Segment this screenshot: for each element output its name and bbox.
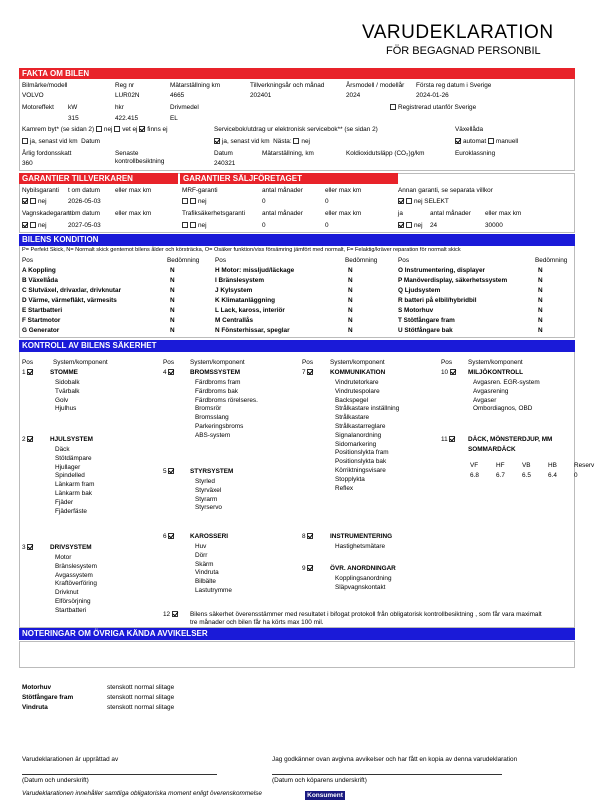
control-checkbox[interactable]: [27, 369, 33, 375]
label-co2: Koldioxidutsläpp (CO₂)g/km: [346, 150, 425, 157]
sign-left-line: [22, 774, 217, 775]
control-item: Hastighetsmätare: [335, 543, 386, 550]
k2-pos-header: Pos: [215, 257, 227, 264]
control-item: Fjäder: [55, 498, 74, 506]
control-checkbox[interactable]: [450, 369, 456, 375]
label-manufactured: Tillverkningsår och månad: [250, 82, 325, 89]
note-component: Vindruta: [22, 704, 48, 711]
control-pos-6: [163, 533, 176, 541]
nybil-nej-checkbox[interactable]: [30, 198, 36, 204]
control-item: Spindelled: [55, 472, 85, 480]
control-item: Hjullager: [55, 463, 81, 471]
c12-row: [163, 611, 180, 619]
control-number: 3: [22, 544, 26, 551]
kondition-item-label: R batteri på elbil/hybridbil: [398, 297, 477, 304]
sign-left-label: Varudeklarationen är upprättad av: [22, 756, 119, 763]
sign-right-caption: (Datum och köparens underskrift): [272, 777, 367, 784]
label-hk: hkr: [115, 104, 124, 111]
kondition-item-label: D Värme, värmefläkt, värmesits: [22, 297, 117, 304]
control-item: Körriktningsvisare: [335, 467, 386, 474]
control-item: Sidomarkering: [335, 440, 377, 448]
c11-heading: DÄCK, MÖNSTERDJUP, MM: [468, 436, 553, 443]
kondition-item-rating: N: [348, 297, 353, 304]
control-number: 1: [22, 369, 26, 376]
other2-nej-label: nej: [414, 222, 423, 229]
control-item: Tvärbalk: [55, 387, 80, 395]
control-item: Golv: [55, 396, 69, 404]
c12-number: 12: [163, 611, 171, 618]
tyre-position-label: VB: [522, 462, 531, 469]
c12-text-2: tre månader och bilen får ha körts max 100 mil.: [190, 619, 324, 626]
control-pos-3: [22, 544, 35, 552]
label-other-months: antal månader: [430, 210, 471, 217]
kondition-item-rating: N: [170, 287, 175, 294]
kondition-item-rating: N: [538, 297, 543, 304]
label-vagn-km: eller max km: [115, 210, 152, 217]
other2-row: [398, 222, 423, 230]
tyre-depth-value: 6.7: [496, 472, 505, 479]
label-brand: Bilmärke/modell: [22, 82, 68, 89]
control-item: Motor: [55, 554, 72, 561]
control-item: ABS-system: [195, 431, 231, 439]
tyre-depth-value: 6.4: [548, 472, 557, 479]
kondition-item-label: U Stötfångare bak: [398, 327, 453, 334]
control-pos-8: [302, 533, 315, 541]
kondition-item-rating: N: [348, 277, 353, 284]
kondition-item-rating: N: [538, 267, 543, 274]
kondition-item-rating: N: [170, 267, 175, 274]
footer-note: Varudeklarationen innehåller samtliga obligatoriska moment enligt överenskommelse: [22, 790, 262, 797]
value-brand: VOLVO: [22, 92, 44, 99]
value-regnr: LUR02N: [115, 92, 140, 99]
kondition-item-rating: N: [348, 267, 353, 274]
control-item: Vindruta: [195, 569, 219, 577]
control-item: Kopplingsanordning: [335, 575, 392, 582]
control-checkbox[interactable]: [27, 544, 33, 550]
control-item: Styrservo: [195, 504, 222, 512]
gearbox-auto-label: automat: [463, 138, 487, 145]
control-item: Elförsörjning: [55, 598, 91, 605]
label-inspection-date: Datum: [214, 150, 233, 157]
kondition-item-label: N Fönsterhissar, speglar: [215, 327, 290, 334]
label-power: Motoreffekt: [22, 104, 54, 111]
c11-subheading: SOMMARDÄCK: [468, 446, 516, 453]
control-item: Positionslykta fram: [335, 449, 389, 457]
control-checkbox[interactable]: [449, 436, 455, 442]
vagn-row: [22, 222, 47, 230]
control-checkbox[interactable]: [307, 369, 313, 375]
label-tax: Årlig fordonsskatt: [22, 150, 72, 157]
control-item: Vindrutetorkare: [335, 379, 379, 386]
label-euroclass: Euroklassning: [455, 150, 496, 157]
service-next-label: Nästa:: [273, 138, 292, 145]
kamrem-row: [22, 126, 168, 134]
note-description: stenskott normal slitage: [107, 704, 175, 711]
label-gearbox: Växellåda: [455, 126, 484, 133]
label-vagn-date: t om datum: [68, 210, 100, 217]
tyre-position-label: HB: [548, 462, 557, 469]
kondition-item-rating: N: [538, 317, 543, 324]
control-heading: BROMSSYSTEM: [190, 369, 241, 376]
label-other-warranty: Annan garanti, se separata villkor: [398, 187, 493, 194]
control-pos-7: [302, 369, 315, 377]
kondition-item-rating: N: [170, 297, 175, 304]
section-fakta-header: FAKTA OM BILEN: [19, 68, 575, 79]
label-inspection-mileage: Mätarställning, km: [262, 150, 314, 157]
kondition-item-label: E Startbatteri: [22, 307, 63, 314]
control-item: Färdbroms fram: [195, 379, 241, 386]
control-item: Bromsrör: [195, 405, 222, 413]
kondition-item-label: P Manöverdisplay, säkerhetssystem: [398, 277, 508, 284]
kondition-item-label: A Koppling: [22, 267, 56, 274]
traf-nej-label: nej: [198, 222, 207, 229]
control-pos-2: [22, 436, 35, 444]
value-fuel: EL: [170, 115, 178, 122]
label-last-inspection: Senaste kontrollbesiktning: [115, 150, 165, 165]
value-vagn-date: 2027-05-03: [68, 222, 101, 229]
value-nybil-date: 2026-05-03: [68, 198, 101, 205]
k2-bed-header: Bedömning: [345, 257, 378, 264]
c2-pos-header: Pos: [163, 359, 175, 366]
kondition-item-rating: N: [348, 307, 353, 314]
control-pos-1: [22, 369, 35, 377]
kamrem-nej-label: nej: [103, 126, 113, 133]
label-other-km: eller max km: [485, 210, 522, 217]
label-vagn: Vagnskadegaranti: [22, 210, 74, 217]
label-servicebook: Servicebok/utdrag ur elektronisk servicebok** (se sidan 2): [214, 126, 378, 133]
kamrem-nej-checkbox[interactable]: [96, 126, 102, 132]
mrf-nej-label: nej: [198, 198, 207, 205]
control-number: 9: [302, 565, 306, 572]
control-item: Länkarm bak: [55, 490, 92, 497]
kondition-item-rating: N: [170, 307, 175, 314]
control-number: 7: [302, 369, 306, 376]
control-item: Strålkastare inställning: [335, 405, 400, 413]
kondition-legend: P= Perfekt Skick, N= Normalt skick gentemot bilens ålder och körsträcka, O= Osäker funktion/viss försämring jämfört med normalt, F= Felaktig/kräver reparation för normalt skick: [22, 247, 461, 253]
c12-text-1: Bilens säkerhet överensstämmer med resultatet i bifogat protokoll från obligatorisk kontrollbesiktning , som får vara maximalt: [190, 611, 542, 618]
value-other-km: 30000: [485, 222, 503, 229]
value-mileage: 4665: [170, 92, 185, 99]
control-item: Lastutrymme: [195, 587, 232, 594]
reg-outside-checkbox[interactable]: [390, 104, 396, 110]
control-heading: KAROSSERI: [190, 533, 228, 540]
value-tax: 360: [22, 160, 33, 167]
kondition-item-label: T Stötfångare fram: [398, 317, 455, 324]
kondition-item-rating: N: [348, 287, 353, 294]
mrf-row: [182, 198, 207, 206]
tyre-position-label: VF: [470, 462, 479, 469]
kondition-item-label: O Instrumentering, displayer: [398, 267, 486, 274]
k3-pos-header: Pos: [398, 257, 410, 264]
section-kontroll-header: KONTROLL AV BILENS SÄKERHET: [19, 340, 575, 352]
label-nybil: Nybilsgaranti: [22, 187, 59, 194]
other-warranty-row: [398, 198, 449, 206]
c3-pos-header: Pos: [302, 359, 314, 366]
kamrem-vetej-checkbox[interactable]: [114, 126, 120, 132]
traf-row: [182, 222, 207, 230]
label-modelyear: Årsmodell / modellår: [346, 82, 405, 89]
other-selekt-label: nej SELEKT: [414, 198, 449, 205]
c2-sys-header: System/komponent: [190, 359, 245, 366]
kondition-item-label: B Växellåda: [22, 277, 58, 284]
control-item: Bromsslang: [195, 414, 229, 422]
kondition-item-label: G Generator: [22, 327, 60, 334]
control-item: Styrled: [195, 478, 215, 485]
control-checkbox[interactable]: [307, 565, 313, 571]
control-item: Positionslykta bak: [335, 458, 387, 466]
kamrem-datum-label: Datum: [81, 138, 100, 145]
control-number: 5: [163, 468, 167, 475]
control-checkbox[interactable]: [27, 436, 33, 442]
control-item: Drivknut: [55, 589, 79, 597]
traf-ja-checkbox[interactable]: [182, 222, 188, 228]
kondition-item-rating: N: [348, 317, 353, 324]
label-traf: Trafiksäkerhetsgaranti: [182, 210, 245, 217]
label-traf-months: antal månader: [262, 210, 303, 217]
control-pos-10: [441, 369, 458, 377]
vagn-nej-label: nej: [38, 222, 47, 229]
label-mrf: MRF-garanti: [182, 187, 218, 194]
control-checkbox[interactable]: [307, 533, 313, 539]
vagn-ja-checkbox[interactable]: [22, 222, 28, 228]
control-item: Reflex: [335, 484, 354, 492]
kondition-item-rating: N: [538, 327, 543, 334]
control-heading: MILJÖKONTROLL: [468, 369, 524, 376]
value-kw: 315: [68, 115, 79, 122]
sign-right-line: [272, 774, 502, 775]
kamrem-finnsej-label: finns ej: [147, 126, 168, 133]
control-item: Bilbälte: [195, 578, 216, 586]
value-mrf-km: 0: [325, 198, 329, 205]
control-number: 4: [163, 369, 167, 376]
value-other-months: 24: [430, 222, 438, 229]
kondition-item-rating: N: [538, 287, 543, 294]
kondition-item-label: J Kylsystem: [215, 287, 253, 294]
kamrem-label: Kamrem byt* (se sidan 2): [22, 126, 95, 133]
konsument-logo: Konsument: [305, 791, 345, 800]
kondition-item-rating: N: [170, 277, 175, 284]
control-item: Släpvagnskontakt: [335, 583, 386, 591]
kamrem-vetej-label: vet ej: [122, 126, 138, 133]
other2-ja-checkbox[interactable]: [398, 222, 404, 228]
control-item: Startbatteri: [55, 606, 87, 614]
control-checkbox[interactable]: [168, 533, 174, 539]
control-item: Dörr: [195, 551, 208, 559]
kamrem-ja-row: [22, 138, 100, 146]
gearbox-row: [455, 138, 518, 146]
service-row: [214, 138, 310, 146]
service-ja-label: ja, senast vid km: [222, 138, 270, 145]
page-subtitle: FÖR BEGAGNAD PERSONBIL: [386, 45, 541, 57]
control-item: Skärm: [195, 560, 214, 568]
k3-bed-header: Bedömning: [535, 257, 568, 264]
kondition-item-rating: N: [170, 327, 175, 334]
control-pos-9: [302, 565, 315, 573]
control-item: Huv: [195, 543, 207, 550]
kondition-item-label: C Slutväxel, drivaxlar, drivknutar: [22, 287, 122, 294]
control-item: Vindrutespolare: [335, 387, 380, 395]
nybil-nej-label: nej: [38, 198, 47, 205]
control-item: Signalanordning: [335, 431, 382, 439]
note-component: Stötfångare fram: [22, 694, 74, 701]
control-item: Avgaser: [473, 396, 497, 404]
value-mrf-months: 0: [262, 198, 266, 205]
control-number: 8: [302, 533, 306, 540]
label-mrf-months: antal månader: [262, 187, 303, 194]
kondition-item-label: H Motor: missljud/läckage: [215, 267, 295, 274]
control-item: Färdbroms rörelseres.: [195, 396, 258, 404]
control-item: Ombordiagnos, OBD: [473, 405, 533, 413]
reg-outside-sweden[interactable]: [390, 104, 476, 112]
control-checkbox[interactable]: [168, 468, 174, 474]
kondition-item-rating: N: [170, 317, 175, 324]
control-item: Stötdämpare: [55, 454, 92, 462]
control-pos-11: [441, 436, 457, 444]
gearbox-manual-checkbox[interactable]: [488, 138, 494, 144]
kondition-item-label: F Startmotor: [22, 317, 61, 324]
other-ja-checkbox[interactable]: [398, 198, 404, 204]
control-item: Strålkastare: [335, 414, 370, 422]
label-regnr: Reg nr: [115, 82, 135, 89]
kondition-item-rating: N: [538, 277, 543, 284]
value-manufactured: 202401: [250, 92, 272, 99]
value-hk: 422.415: [115, 115, 139, 122]
tyre-depth-value: 6.5: [522, 472, 531, 479]
traf-nej-checkbox[interactable]: [190, 222, 196, 228]
control-number: 11: [441, 436, 448, 443]
section-salj-header: GARANTIER SÄLJFÖRETAGET: [180, 173, 398, 184]
control-item: Fjäderfäste: [55, 507, 87, 515]
reg-outside-label: Registrerad utanför Sverige: [398, 104, 477, 111]
c4-pos-header: Pos: [441, 359, 453, 366]
page-title: VARUDEKLARATION: [362, 22, 554, 43]
control-item: Avgasrening: [473, 387, 509, 395]
service-ja-checkbox[interactable]: [214, 138, 220, 144]
section-garanti-header: GARANTIER TILLVERKAREN: [19, 173, 178, 184]
value-modelyear: 2024: [346, 92, 361, 99]
label-fuel: Drivmedel: [170, 104, 199, 111]
control-item: Strålkastarreglare: [335, 423, 386, 430]
control-heading: HJULSYSTEM: [50, 436, 93, 443]
c1-sys-header: System/komponent: [53, 359, 108, 366]
control-item: Avgassystem: [55, 571, 93, 579]
note-component: Motorhuv: [22, 684, 52, 691]
k1-pos-header: Pos: [22, 257, 34, 264]
nybil-row: [22, 198, 47, 206]
kondition-item-label: M Centrallås: [215, 317, 254, 324]
control-item: Parkeringsbroms: [195, 423, 244, 430]
control-item: Avgasren. EGR-system: [473, 379, 540, 386]
control-number: 2: [22, 436, 26, 443]
label-mileage: Mätarställning km: [170, 82, 221, 89]
control-heading: STOMME: [50, 369, 78, 376]
notes-box: [19, 641, 575, 668]
kondition-item-label: L Lack, kaross, interiör: [215, 307, 285, 314]
c12-checkbox[interactable]: [172, 611, 178, 617]
sign-right-label: Jag godkänner ovan avgivna avvikelser och har fått en kopia av denna varudeklaration: [272, 756, 518, 763]
c3-sys-header: System/komponent: [330, 359, 385, 366]
control-item: Kraftöverföring: [55, 580, 97, 588]
value-traf-km: 0: [325, 222, 329, 229]
control-number: 10: [441, 369, 449, 376]
label-kw: kW: [68, 104, 78, 111]
mrf-ja-checkbox[interactable]: [182, 198, 188, 204]
mrf-nej-checkbox[interactable]: [190, 198, 196, 204]
label-firstreg: Första reg datum i Sverige: [416, 82, 492, 89]
kondition-item-rating: N: [538, 307, 543, 314]
service-nej-checkbox[interactable]: [293, 138, 299, 144]
label-nybil-km: eller max km: [115, 187, 152, 194]
control-item: Bränslesystem: [55, 562, 97, 570]
note-description: stenskott normal slitage: [107, 684, 175, 691]
value-traf-months: 0: [262, 222, 266, 229]
control-heading: INSTRUMENTERING: [330, 533, 393, 540]
control-heading: KOMMUNIKATION: [330, 369, 386, 376]
value-inspection-date: 240321: [214, 160, 236, 167]
gearbox-auto-checkbox[interactable]: [455, 138, 461, 144]
control-item: Stopplykta: [335, 475, 365, 483]
other2-nej-checkbox[interactable]: [406, 222, 412, 228]
c4-sys-header: System/komponent: [468, 359, 523, 366]
label-nybil-date: t om datum: [68, 187, 100, 194]
label-mrf-km: eller max km: [325, 187, 362, 194]
control-item: Färdbroms bak: [195, 387, 238, 395]
control-item: Hjulhus: [55, 405, 77, 413]
tyre-position-label: HF: [496, 462, 505, 469]
kondition-item-label: S Motorhuv: [398, 307, 434, 314]
control-checkbox[interactable]: [168, 369, 174, 375]
tyre-depth-value: 6.8: [470, 472, 479, 479]
tyre-depth-value: 0: [574, 472, 578, 479]
k1-bed-header: Bedömning: [167, 257, 200, 264]
service-nej-label: nej: [301, 138, 310, 145]
ja-label: ja: [398, 210, 403, 217]
control-pos-4: [163, 369, 176, 377]
kondition-item-rating: N: [348, 327, 353, 334]
kamrem-ja-checkbox[interactable]: [22, 138, 28, 144]
control-heading: ÖVR. ANORDNINGAR: [330, 565, 396, 572]
kondition-item-label: Q Ljudsystem: [398, 287, 441, 294]
section-notes-header: NOTERINGAR OM ÖVRIGA KÄNDA AVVIKELSER: [19, 628, 575, 640]
c1-pos-header: Pos: [22, 359, 34, 366]
control-heading: DRIVSYSTEM: [50, 544, 92, 551]
control-heading: STYRSYSTEM: [190, 468, 234, 475]
label-traf-km: eller max km: [325, 210, 362, 217]
control-item: Länkarm fram: [55, 481, 95, 489]
vagn-nej-checkbox[interactable]: [30, 222, 36, 228]
note-description: stenskott normal slitage: [107, 694, 175, 701]
gearbox-manual-label: manuell: [495, 138, 519, 145]
kamrem-ja-label: ja, senast vid km: [30, 138, 78, 145]
sign-left-caption: (Datum och underskrift): [22, 777, 89, 784]
control-item: Styrarm: [195, 495, 218, 503]
control-item: Styrväxel: [195, 486, 222, 494]
value-firstreg: 2024-01-26: [416, 92, 449, 99]
kondition-item-label: I Bränslesystem: [215, 277, 265, 284]
tyre-position-label: Reserv: [574, 462, 595, 469]
control-number: 6: [163, 533, 167, 540]
control-item: Backspegel: [335, 396, 369, 404]
other-nej-checkbox[interactable]: [406, 198, 412, 204]
kondition-item-label: K Klimatanläggning: [215, 297, 276, 304]
kamrem-finnsej-checkbox[interactable]: [139, 126, 145, 132]
control-item: Däck: [55, 446, 70, 453]
control-pos-5: [163, 468, 176, 476]
section-kondition-header: BILENS KONDITION: [19, 234, 575, 246]
nybil-ja-checkbox[interactable]: [22, 198, 28, 204]
control-item: Sidobalk: [55, 379, 80, 386]
